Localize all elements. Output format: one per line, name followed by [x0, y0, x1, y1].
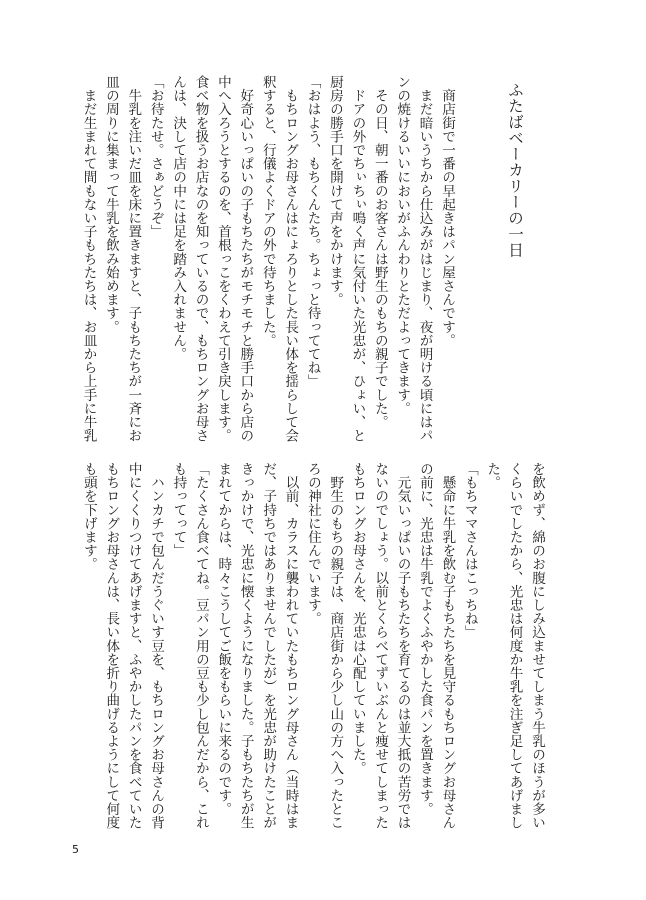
text-line: 厨房の勝手口を開けて声をかけます。: [326, 75, 343, 307]
text-line: 以前、カラスに襲われていたもちロング母さん（当時はま: [282, 462, 299, 830]
text-line: 元気いっぱいの子もちたちを育てるのは並大抵の苦労では: [394, 462, 411, 830]
text-line: も持ってって」: [170, 462, 187, 558]
text-line: もちロングお母さんを、光忠は心配していました。: [349, 462, 366, 775]
text-line: 商店街で一番の早起きはパン屋さんです。: [439, 75, 455, 347]
text-line: もちロングお母さんはにょろりとした長い体を揺らして会: [282, 75, 299, 443]
text-line: ンの焼けるいいにおいがふんわりとただよってきます。: [394, 75, 411, 415]
text-line: もちロングお母さんは、長い体を折り曲げるようにして何度: [103, 462, 120, 830]
text-line: 皿の周りに集まって牛乳を飲み始めます。: [102, 75, 119, 334]
text-line: も頭を下げます。: [80, 462, 97, 571]
chapter-title: ふたばベーカリーの一日: [506, 82, 524, 258]
body-text-upper: [77, 75, 458, 443]
body-text-lower: [78, 462, 548, 834]
text-line: 牛乳を注いだ皿を床に置きますと、子もちたちが一斉にお: [125, 75, 142, 443]
text-line: まれてからは、時々こうしてご飯をもらいに来るのです。: [215, 462, 232, 816]
text-line: 中にくくりつけてあげますと、ふやかしたパンを食べていた: [125, 462, 142, 830]
text-line: 懸命に牛乳を飲む子もちたちを見守るもちロングお母さん: [439, 462, 456, 830]
text-line: ろの神社に住んでいます。: [304, 462, 321, 626]
text-line: 「お待たせ。さぁどうぞ」: [147, 75, 164, 239]
text-line: くらいでしたから、光忠は何度か牛乳を注ぎ足してあげまし: [506, 462, 523, 830]
text-line: 「おはよう、もちくんたち。ちょっと待っててね」: [304, 75, 321, 388]
text-line: 「もちママさんはこっちね」: [461, 462, 478, 639]
text-line: ないのでしょう。以前とくらべてずいぶんと痩せてしまった: [372, 462, 389, 830]
text-line: だ、子持ちではありませんでしたが）を光忠が助けたことが: [260, 462, 277, 830]
text-line: その日、朝一番のお客さんは野生のもちの親子でした。: [371, 75, 388, 429]
text-line: まだ暗いうちから仕込みがはじまり、夜が明ける頃にはパ: [416, 75, 433, 443]
text-line: ドアの外でちぃちぃ鳴く声に気付いた光忠が、ひょい、と: [349, 75, 366, 443]
page-number: 5: [72, 843, 79, 856]
text-line: まだ生まれて間もない子もちたちは、お皿から上手に牛乳: [80, 75, 97, 443]
text-line: ハンカチで包んだうぐいす豆を、もちロングお母さんの背: [148, 462, 165, 830]
text-line: 野生のもちの親子は、商店街から少し山の方へ入ったとこ: [327, 462, 344, 830]
text-line: んは、決して店の中には足を踏み入れません。: [170, 75, 187, 361]
text-line: 「たくさん食べてね。豆パン用の豆も少し包んだから、これ: [192, 462, 209, 830]
text-line: 中へ入ろうとするのを、首根っこをくわえて引き戻します。: [214, 75, 231, 443]
text-line: の前に、光忠は牛乳でよくふやかした食パンを置きます。: [416, 462, 433, 816]
text-line: 食べ物を扱うお店なのを知っているので、もちロングお母さ: [192, 75, 209, 443]
text-line: きっかけで、光忠に懐くようになりました。子もちたちが生: [237, 462, 254, 830]
text-line: た。: [484, 462, 501, 490]
text-line: 釈すると、行儀よくドアの外で待ちました。: [259, 75, 276, 347]
text-line: を飲めず、綿のお腹にしみ込ませてしまう牛乳のほうが多い: [529, 462, 545, 830]
text-line: 好奇心いっぱいの子もちたちがモチモチと勝手口から店の: [237, 75, 254, 443]
